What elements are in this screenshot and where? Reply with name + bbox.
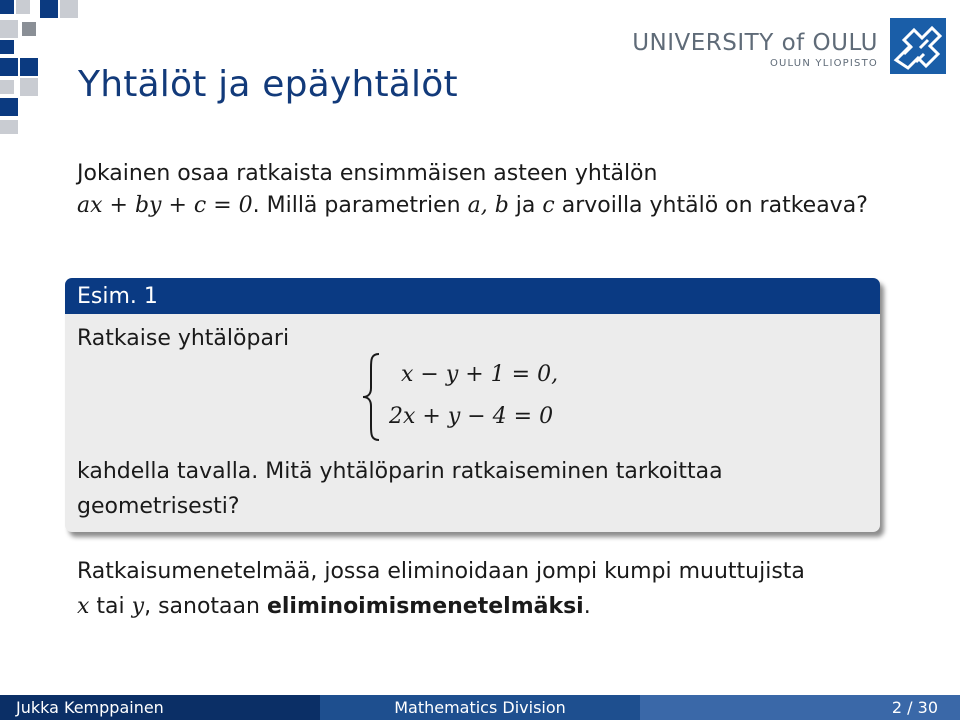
- outro-text3: , sanotaan: [144, 594, 267, 619]
- university-logo-icon: [890, 18, 946, 74]
- logo-line1: UNIVERSITY of OULU: [632, 30, 878, 56]
- intro-text3: ja: [508, 193, 543, 218]
- footer-department: Mathematics Division: [320, 695, 640, 720]
- footer-page-number: 2 / 30: [640, 695, 960, 720]
- intro-var-c: c: [542, 193, 555, 218]
- equation-2: 2x + y − 4 = 0: [389, 404, 554, 429]
- intro-paragraph: [77, 158, 897, 222]
- outro-text1: Ratkaisumenetelmää, jossa eliminoidaan jompi kumpi muuttujista: [77, 559, 805, 584]
- example-block: [65, 278, 880, 532]
- example-question: kahdella tavalla. Mitä yhtälöparin ratkaiseminen tarkoittaa geometrisesti?: [77, 459, 723, 519]
- outro-text4: .: [583, 594, 591, 619]
- intro-text2: . Millä parametrien: [252, 193, 468, 218]
- footer-author: Jukka Kemppainen: [0, 695, 320, 720]
- example-header: Esim. 1: [65, 278, 880, 314]
- outro-text2: tai: [89, 594, 132, 619]
- example-instruction: Ratkaise yhtälöpari: [77, 326, 290, 351]
- footer-bar: [0, 695, 960, 720]
- outro-var-y: y: [131, 594, 145, 619]
- outro-paragraph: [77, 554, 907, 624]
- intro-equation: ax + by + c = 0: [77, 193, 253, 218]
- intro-text1: Jokainen osaa ratkaista ensimmäisen asteen yhtälön: [77, 161, 658, 186]
- equation-1: x − y + 1 = 0,: [401, 362, 559, 387]
- intro-text4: arvoilla yhtälö on ratkeava?: [554, 193, 868, 218]
- outro-var-x: x: [77, 594, 90, 619]
- logo-line2: OULUN YLIOPISTO: [769, 58, 878, 69]
- intro-vars-ab: a, b: [467, 193, 509, 218]
- left-brace-icon: [361, 352, 383, 442]
- outro-term: eliminoimismenetelmäksi: [266, 594, 584, 619]
- slide-title: Yhtälöt ja epäyhtälöt: [78, 64, 458, 105]
- university-logo-text: [632, 30, 878, 69]
